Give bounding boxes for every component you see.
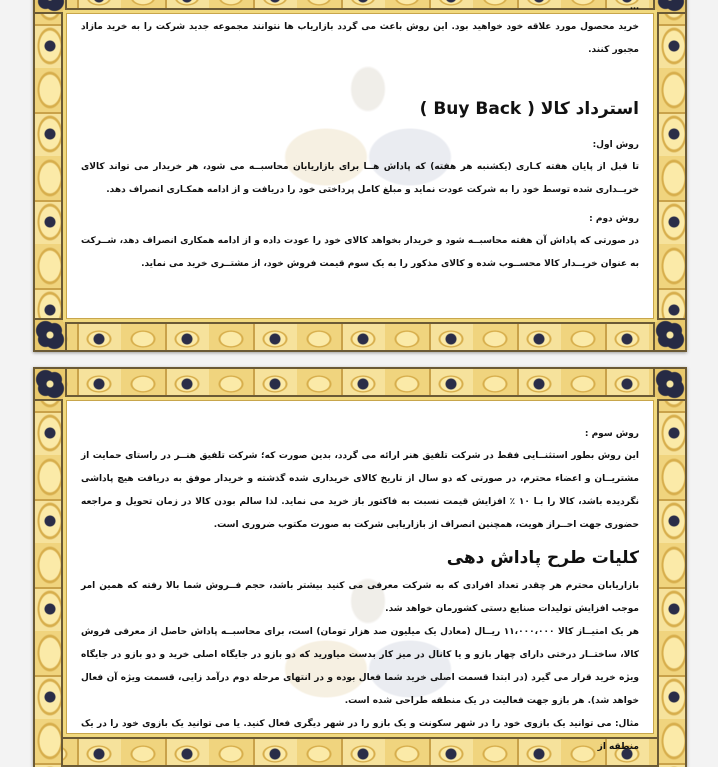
- corner-ornament-icon: [33, 318, 67, 352]
- reward-paragraph-2: هر یک امتیــاز کالا ۱۱،۰۰۰،۰۰۰ ریــال (معادل یک میلیون صد هزار تومان) است، برای محاسبــه پاداش حاصل از معرفی فروش کالا، ساختــار درختی دارای چهار بازو و یا کانال در میز کار بدست میاورید که دو بازو در جایگاه اصلی خرید و دو بازو در جایگاه ویژه خرید قرار می گیرد (در ابتدا قسمت اصلی خرید شما فعال بوده و در انتهای مرحله دوم درآمد زایی، قسمت ویژه آن فعال خواهد شد). هر بازو جهت فعالیت در یک منطقه طراحی شده است.: [81, 627, 639, 706]
- ornamental-border-top: [33, 367, 687, 397]
- corner-ornament-icon: [653, 318, 687, 352]
- corner-ornament-icon: [653, 367, 687, 401]
- corner-ornament-icon: [33, 0, 67, 14]
- ornamental-border-right: [657, 0, 687, 352]
- paragraph-intro-end: خرید محصول مورد علاقه خود خواهید بود. این روش باعث می گردد بازاریاب ها نتوانند مجموعه جدید شرکت را به خرید مازاد مجبور کنند.: [81, 22, 639, 55]
- ornamental-border-bottom: [33, 322, 687, 352]
- ornamental-border-left: [33, 0, 63, 352]
- page-2-content: [81, 425, 639, 759]
- document-page-1: [33, 0, 687, 352]
- page-1-content: [81, 0, 639, 276]
- reward-paragraph-1: بازاریابان محترم هر چقدر تعداد افرادی که به شرکت معرفی می کنید بیشتر باشد، حجم فــروش شما بالا رفته که همین امر موجب افزایش تولیدات صنایع دستی کشورمان خواهد شد.: [81, 581, 639, 614]
- method-3-label: روش سوم :: [584, 429, 639, 439]
- reward-paragraph-3: مثال: می توانید یک بازوی خود را در شهر سکونت و یک بازو را در شهر دیگری فعال کنید. یا می توانید یک بازوی خود را در یک منطقه از: [81, 719, 639, 752]
- method-3-text: این روش بطور استثنــایی فقط در شرکت تلفیق هنر ارائه می گردد، بدین صورت که؛ شرکت تلفیق هنــر در راستای حمایت از مشتریــان و اعضاء محترم، در صورتی که دو سال از تاریخ کالای خریداری شده گذشته و خریدار موفق به دریافت هیچ پاداشی نگردیده باشد، کالا را بـا ۱۰ ٪ افزایش قیمت نسبت به فاکتور باز خرید می نماید. لذا سالم بودن کالا در زمان تحویل و مراجعه حضوری جهت احــراز هویت، همچنین انصراف از بازاریابی شرکت به صورت مکتوب ضروری است.: [81, 451, 640, 530]
- method-2-text: در صورتی که پاداش آن هفته محاسبــه شود و خریدار بخواهد کالای خود را عودت داده و از ادامه همکاری انصراف دهد، شــرکت به عنوان خریــدار کالا محســوب شده و کالای مذکور را به یک سوم قیمت فروش خود، از مشتــری خرید می نماید.: [81, 236, 639, 269]
- method-1-label: روش اول:: [592, 140, 639, 150]
- section-title-buy-back: استرداد کالا ( Buy Back ): [419, 99, 639, 119]
- corner-ornament-icon: [33, 367, 67, 401]
- section-title-reward-plan: کلیات طرح پاداش دهی: [446, 548, 639, 568]
- corner-ornament-icon: [653, 0, 687, 14]
- paragraph-partial: …: [630, 2, 639, 12]
- ornamental-border-left: [33, 367, 63, 767]
- document-page-2: [33, 367, 687, 767]
- ornamental-border-right: [657, 367, 687, 767]
- method-2-label: روش دوم :: [589, 214, 639, 224]
- method-1-text: تا قبل از پایان هفته کـاری (یکشنبه هر هفته) که پاداش هــا برای بازاریابان محاسبــه می شود، هر خریدار می تواند کالای خریــداری شده توسط خود را به شرکت عودت نماید و مبلغ کامل پرداختی خود را دریافت و از ادامه همکـاری انصراف دهد.: [81, 162, 639, 195]
